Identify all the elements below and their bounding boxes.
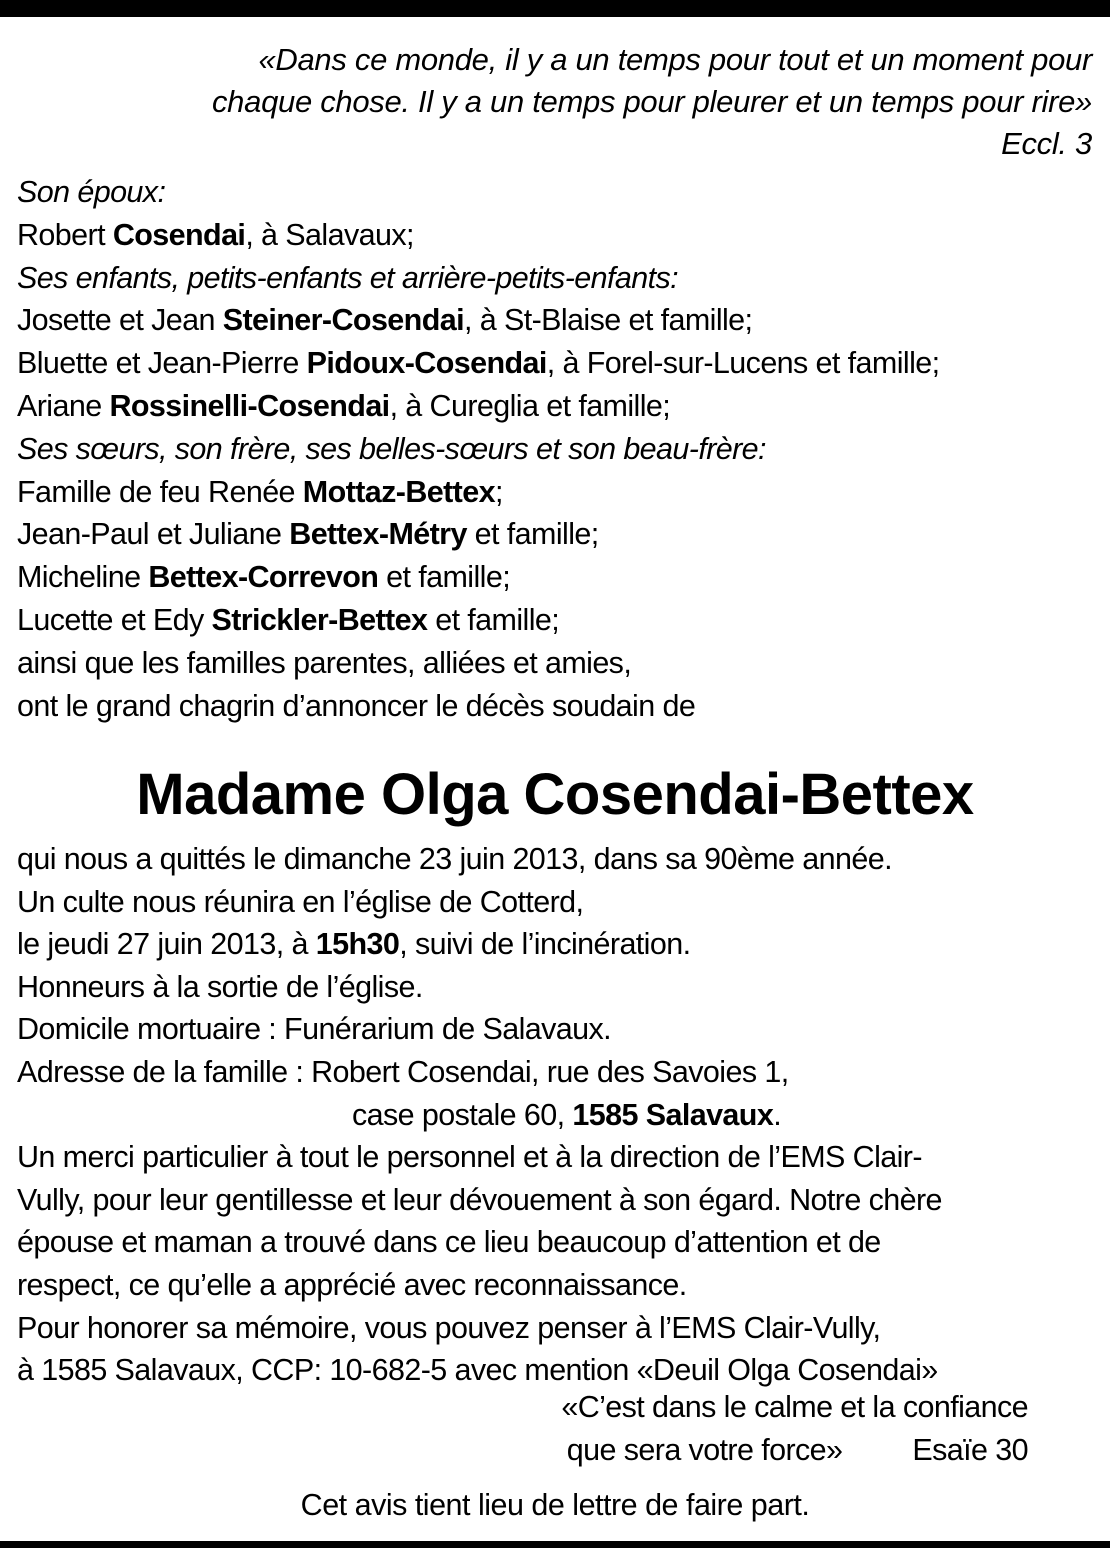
service-date: le jeudi 27 juin 2013, à [17,927,316,962]
first-names: Bluette et Jean-Pierre [17,346,307,381]
thanks-line: respect, ce qu’elle a apprécié avec reconnaissance. [17,1267,687,1302]
memory-line: Pour honorer sa mémoire, vous pouvez penser à l’EMS Clair-Vully, [17,1310,881,1345]
closing-line: ont le grand chagrin d’annoncer le décès soudain de [17,688,696,723]
first-names: Famille de feu Renée [17,474,303,509]
family-member-line [17,299,1097,342]
address-line [17,1094,1097,1137]
spouse-heading: Son époux: [17,175,166,209]
thanks-line: épouse et maman a trouvé dans ce lieu beaucoup d’attention et de [17,1225,881,1260]
location: , à Cureglia et famille; [389,388,671,423]
location: , à Salavaux; [245,217,414,252]
siblings-heading: Ses sœurs, son frère, ses belles-sœurs et son beau-frère: [17,431,766,466]
closing-quote-line [0,1429,1028,1472]
surname: Mottaz-Bettex [302,474,495,509]
funeral-details [17,838,1097,1392]
family-member-line [17,556,1097,599]
family-member-line [17,385,1097,428]
service-time-line [17,923,1097,966]
surname: Pidoux-Cosendai [306,346,547,381]
first-names: Lucette et Edy [17,602,212,637]
first-names: Micheline [17,560,149,595]
closing-quote [0,1386,1028,1472]
closing-quote-reference: Esaïe 30 [912,1433,1028,1467]
first-names: Robert [17,217,113,252]
epigraph-quote [12,39,1092,165]
punctuation: . [773,1097,782,1132]
closing-quote-text: que sera votre force» [566,1433,843,1467]
children-heading: Ses enfants, petits-enfants et arrière-petits-enfants: [17,260,678,295]
po-box: case postale 60, [352,1097,573,1132]
surname: Cosendai [112,217,246,252]
surname: Bettex-Métry [289,517,467,552]
footer-note: Cet avis tient lieu de lettre de faire part. [300,1488,810,1522]
surname: Strickler-Bettex [211,602,428,637]
postal-city: 1585 Salavaux [572,1097,774,1132]
address-line: Adresse de la famille : Robert Cosendai, rue des Savoies 1, [17,1054,789,1089]
family-member-line [17,214,1097,257]
memory-line: à 1585 Salavaux, CCP: 10-682-5 avec mention «Deuil Olga Cosendai» [17,1353,938,1388]
epigraph-line: chaque chose. Il y a un temps pour pleurer et un temps pour rire» [211,84,1092,119]
service-note: , suivi de l’incinération. [399,927,691,962]
location: et famille; [427,602,560,637]
location: , à Forel-sur-Lucens et famille; [546,346,940,381]
location: , à St-Blaise et famille; [463,303,753,338]
first-names: Ariane [17,388,110,423]
honours-line: Honneurs à la sortie de l’église. [17,969,423,1004]
passing-date: qui nous a quittés le dimanche 23 juin 2013, dans sa 90ème année. [17,842,892,876]
location: ; [494,474,503,509]
top-border-rule [0,0,1110,17]
family-member-line [17,342,1097,385]
service-location: Un culte nous réunira en l’église de Cotterd, [17,884,584,919]
epigraph-line: «Dans ce monde, il y a un temps pour tout et un moment pour [258,42,1092,77]
family-member-line [17,513,1097,556]
surname: Rossinelli-Cosendai [109,388,390,423]
service-time: 15h30 [315,927,400,962]
surname: Bettex-Correvon [148,560,379,595]
deceased-name: Madame Olga Cosendai-Bettex [136,762,974,827]
location: et famille; [378,560,511,595]
location: et famille; [466,517,599,552]
closing-line: ainsi que les familles parentes, alliées et amies, [17,645,632,680]
mortuary-line: Domicile mortuaire : Funérarium de Salavaux. [17,1012,612,1047]
family-list [17,171,1097,727]
family-member-line [17,471,1097,514]
epigraph-reference: Eccl. 3 [1001,126,1092,161]
first-names: Jean-Paul et Juliane [17,517,290,552]
thanks-line: Vully, pour leur gentillesse et leur dévouement à son égard. Notre chère [17,1182,942,1217]
closing-quote-line: «C’est dans le calme et la confiance [561,1390,1028,1424]
thanks-line: Un merci particulier à tout le personnel et à la direction de l’EMS Clair- [17,1140,922,1175]
bottom-border-rule [0,1541,1110,1548]
first-names: Josette et Jean [17,303,223,338]
surname: Steiner-Cosendai [222,303,464,338]
family-member-line [17,599,1097,642]
